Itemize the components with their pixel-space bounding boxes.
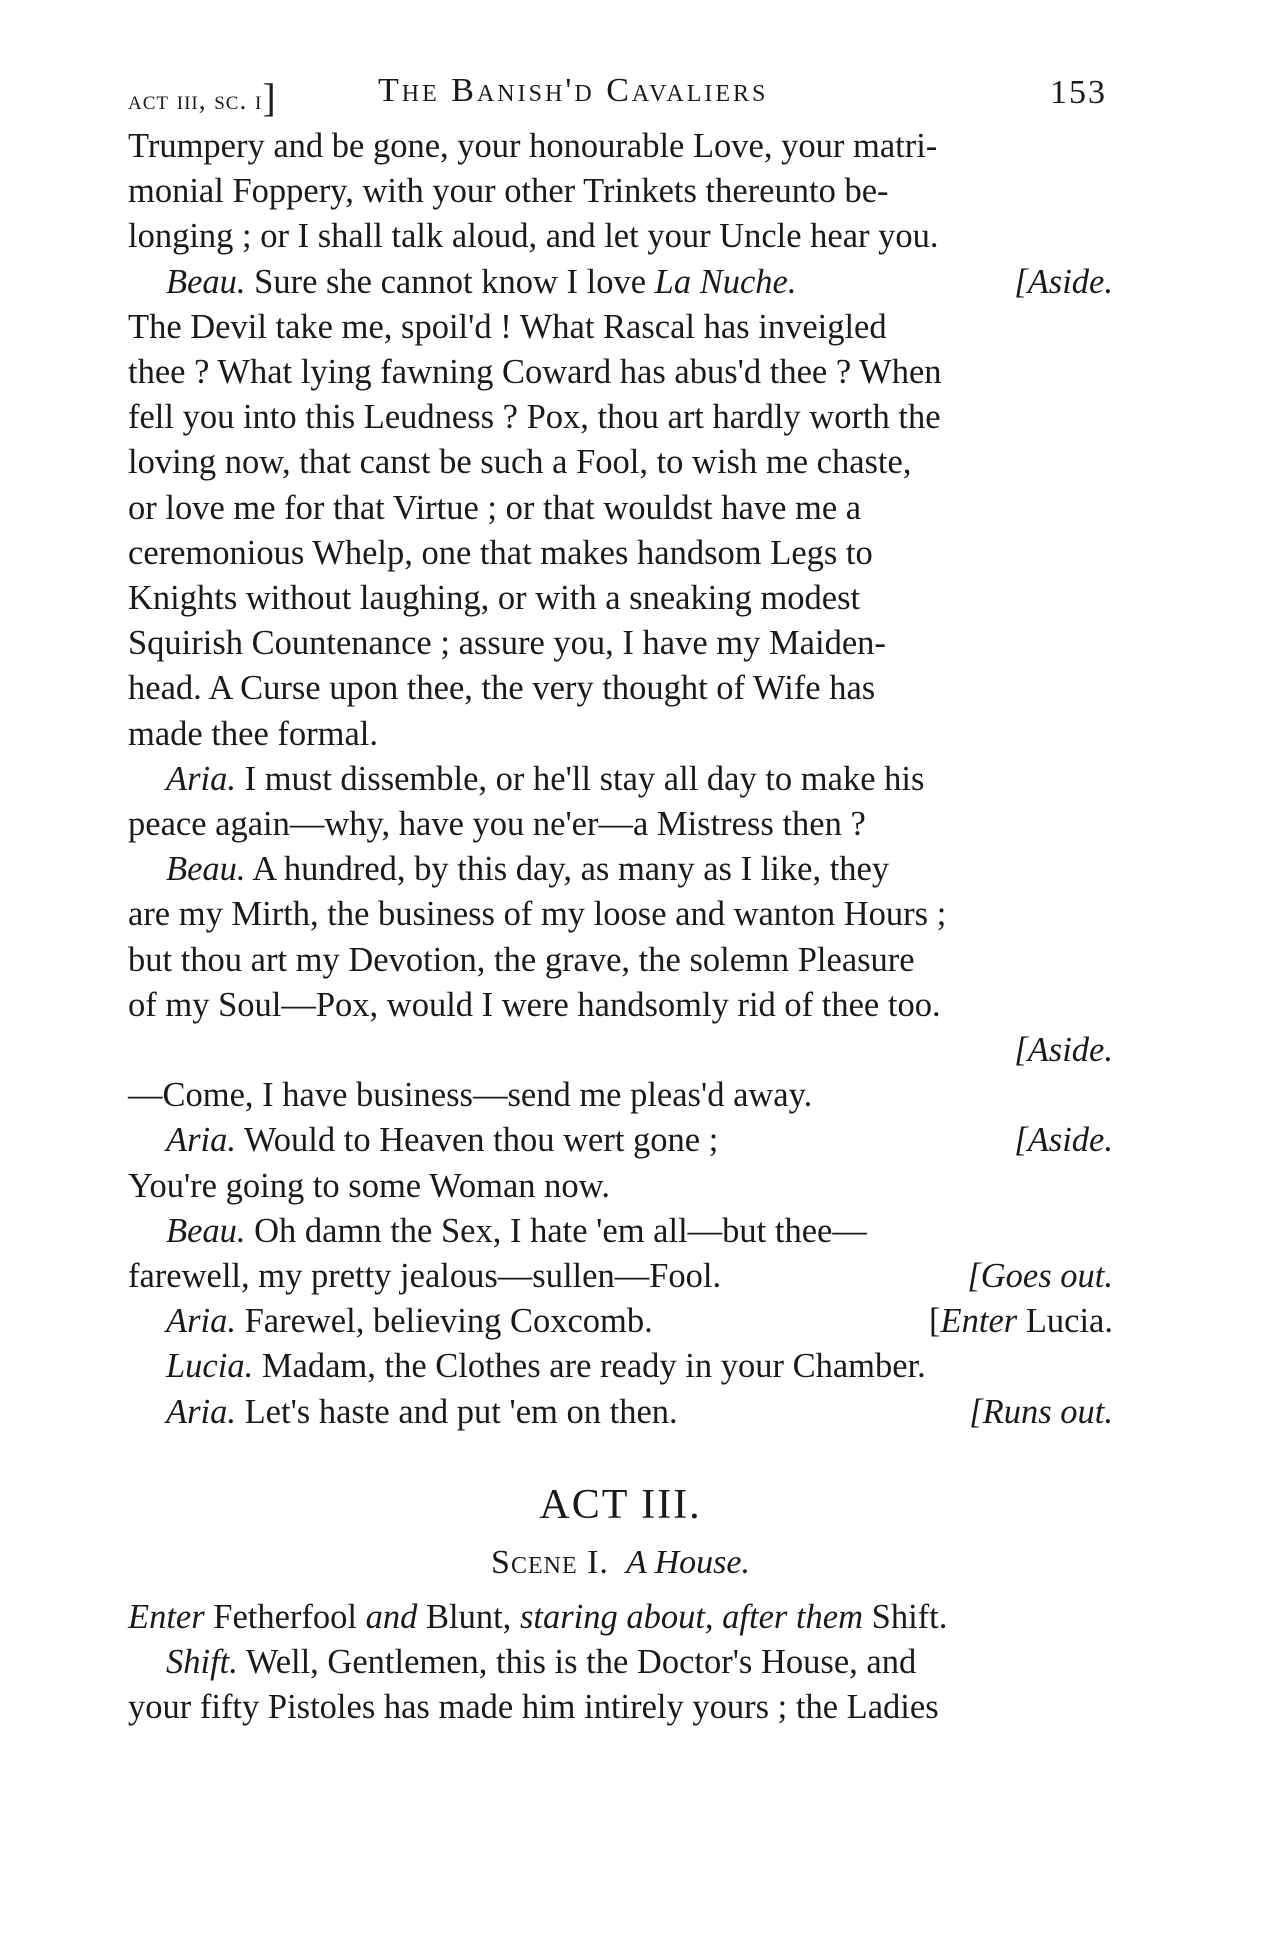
text-line: Madam, the Clothes are ready in your Chamber. <box>253 1347 926 1386</box>
page-number: 153 <box>1050 74 1107 111</box>
text-line: Would to Heaven thou wert gone ; <box>235 1121 719 1160</box>
speaker-name: Aria. <box>166 759 236 798</box>
scene-place: A House. <box>625 1543 750 1581</box>
text-line: Trumpery and be gone, your honourable Love, your matri- <box>128 127 938 165</box>
speech-paragraph <box>128 847 1113 892</box>
text-line: your fifty Pistoles has made him intirely yours ; the Ladies <box>128 1688 939 1727</box>
speech-paragraph <box>128 1073 1113 1118</box>
speech-paragraph <box>128 1344 1113 1389</box>
text-line: Knights without laughing, or with a sneaking modest <box>128 579 861 618</box>
speech-line <box>128 1254 1113 1299</box>
text-line: I must dissemble, or he'll stay all day to make his <box>235 759 925 798</box>
text-line: The Devil take me, spoil'd ! What Rascal has inveigled <box>128 307 887 346</box>
speech-line <box>128 1390 1113 1435</box>
text-line: ceremonious Whelp, one that makes handsom Legs to <box>128 533 873 572</box>
speaker-name: Beau. <box>166 262 246 301</box>
speech-paragraph <box>128 892 1113 1028</box>
text-line: Sure she cannot know I love <box>245 262 655 301</box>
stage-direction: [Runs out. <box>969 1392 1113 1431</box>
text-paragraph <box>128 124 1113 260</box>
text-line: peace again—why, have you ne'er—a Mistress then ? <box>128 805 866 844</box>
text-line: thee ? What lying fawning Coward has abus'd thee ? When <box>128 353 942 392</box>
text-line: head. A Curse upon thee, the very thought of Wife has <box>128 669 876 708</box>
speech-line <box>128 1118 1113 1163</box>
text-line: Squirish Countenance ; assure you, I have my Maiden- <box>128 624 886 663</box>
text-line: Well, Gentlemen, this is the Doctor's House, and <box>237 1643 917 1682</box>
text-line: made thee formal. <box>128 714 379 753</box>
speech-paragraph <box>128 1640 1113 1685</box>
speaker-name: Lucia. <box>166 1347 254 1386</box>
running-header <box>128 72 1113 124</box>
running-header-act-scene: act iii, sc. i] <box>128 75 277 120</box>
speaker-name: Beau. <box>166 850 246 889</box>
entrance-direction: Enter Fetherfool and Blunt, staring about, after them Shift. <box>128 1597 948 1636</box>
scene-label: Scene I. <box>491 1543 609 1581</box>
speech-paragraph <box>128 802 1113 847</box>
text-line: fell you into this Leudness ? Pox, thou art hardly worth the <box>128 398 941 437</box>
text-line: longing ; or I shall talk aloud, and let your Uncle hear you. <box>128 217 939 256</box>
speech-paragraph <box>128 1209 1113 1254</box>
text-line: monial Foppery, with your other Trinkets thereunto be- <box>128 172 889 211</box>
speaker-name: Shift. <box>166 1643 238 1682</box>
speech-paragraph <box>128 757 1113 802</box>
speaker-name: Aria. <box>166 1302 236 1341</box>
speech-paragraph <box>128 305 1113 757</box>
speaker-name: Aria. <box>166 1121 236 1160</box>
stage-direction: [Aside. <box>1014 1031 1113 1070</box>
text-line: but thou art my Devotion, the grave, the solemn Pleasure <box>128 940 915 979</box>
book-page <box>128 72 1113 1731</box>
play-text <box>128 124 1113 1731</box>
stage-direction: [Aside. <box>1014 1121 1113 1160</box>
header-bracket: ] <box>262 75 277 120</box>
character-name: La Nuche. <box>654 262 797 301</box>
speech-paragraph <box>128 1164 1113 1209</box>
stage-direction: [Enter Lucia. <box>929 1302 1113 1341</box>
speaker-name: Aria. <box>166 1392 236 1431</box>
scene-heading <box>128 1535 1113 1591</box>
text-line: —Come, I have business—send me pleas'd away. <box>128 1076 813 1115</box>
running-header-title: The Banish'd Cavaliers <box>378 72 769 109</box>
text-line: loving now, that canst be such a Fool, to wish me chaste, <box>128 443 912 482</box>
stage-direction: [Goes out. <box>967 1257 1113 1296</box>
act-heading: ACT III. <box>539 1481 702 1528</box>
speech-line <box>128 260 1113 305</box>
text-line: A hundred, by this day, as many as I like, they <box>245 850 890 889</box>
text-line: farewell, my pretty jealous—sullen—Fool. <box>128 1257 722 1296</box>
text-line: or love me for that Virtue ; or that wouldst have me a <box>128 488 862 527</box>
stage-direction: [Aside. <box>1014 262 1113 301</box>
text-line: of my Soul—Pox, would I were handsomly rid of thee too. <box>128 985 941 1024</box>
speech-paragraph <box>128 1685 1113 1730</box>
text-line: You're going to some Woman now. <box>128 1166 610 1205</box>
speech-line <box>128 1299 1113 1344</box>
text-line: Farewel, believing Coxcomb. <box>235 1302 653 1341</box>
text-line: Oh damn the Sex, I hate 'em all—but thee— <box>245 1211 867 1250</box>
text-line: Let's haste and put 'em on then. <box>235 1392 678 1431</box>
speaker-name: Beau. <box>166 1211 246 1250</box>
text-line: are my Mirth, the business of my loose and wanton Hours ; <box>128 895 947 934</box>
